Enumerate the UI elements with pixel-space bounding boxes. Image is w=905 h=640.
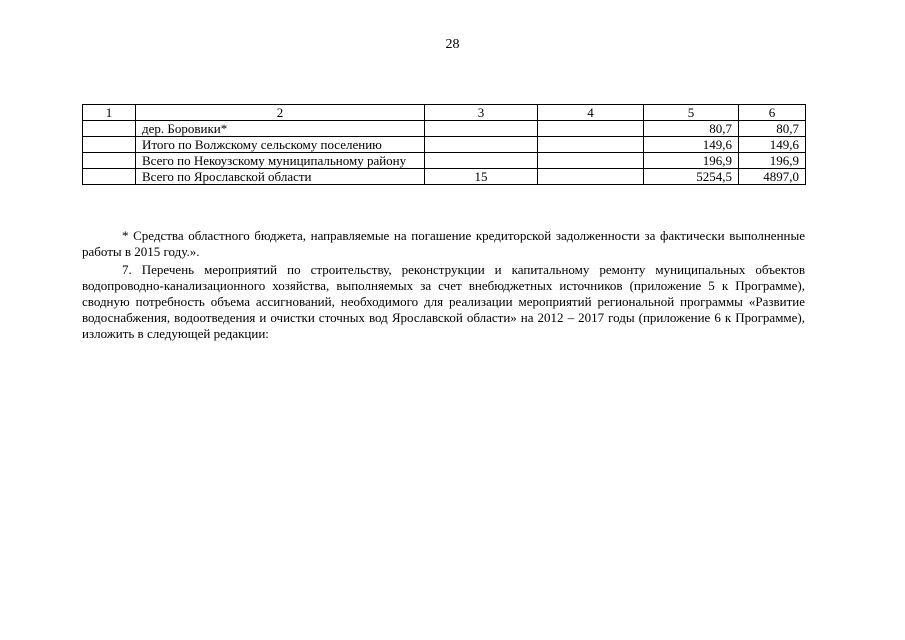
data-table [82,104,806,185]
table-cell [83,137,136,153]
table-cell-name: Всего по Некоузскому муниципальному району [136,153,425,169]
page-number: 28 [445,37,460,52]
paragraph-text: 7. Перечень мероприятий по строительству, реконструкции и капитальному ремонту муниципальных объектов водопроводно-канализационного хозяйства, выполняемых за счет внебюджетных источников (приложение 5 к Программе), сводную потребность объема ассигнований, необходимого для реализации мероприятий региональной программы «Развитие водоснабжения, водоотведения и очистки сточных вод Ярославской области» на 2012 – 2017 годы (приложение 6 к Программе), изложить в следующей редакции: [82,262,805,341]
table-cell [83,169,136,185]
table-cell: 15 [425,169,538,185]
table-header-row [83,105,806,121]
table-cell-value: 4897,0 [739,169,806,185]
table-cell-value: 149,6 [644,137,739,153]
table-cell-value: 80,7 [644,121,739,137]
column-header-2: 2 [136,105,425,121]
table-cell-name: дер. Боровики* [136,121,425,137]
table-row [83,121,806,137]
table-row [83,137,806,153]
column-header-3: 3 [425,105,538,121]
table-cell [538,169,644,185]
table-cell [425,153,538,169]
footnote-text: * Средства областного бюджета, направляемые на погашение кредиторской задолженности за фактически выполненные работы в 2015 году.». [82,228,805,259]
paragraph-item-7 [82,262,805,342]
table-row [83,153,806,169]
table-cell [538,153,644,169]
table-cell [83,153,136,169]
column-header-1: 1 [83,105,136,121]
table-cell-name: Всего по Ярославской области [136,169,425,185]
table-cell [425,121,538,137]
footnote [82,228,805,260]
table-cell-value: 196,9 [739,153,806,169]
column-header-4: 4 [538,105,644,121]
table-cell-value: 5254,5 [644,169,739,185]
table-cell [425,137,538,153]
column-header-6: 6 [739,105,806,121]
table-cell-name: Итого по Волжскому сельскому поселению [136,137,425,153]
table-cell-value: 196,9 [644,153,739,169]
table-cell [538,137,644,153]
table-cell-value: 149,6 [739,137,806,153]
table-cell [83,121,136,137]
table-cell [538,121,644,137]
table-row [83,169,806,185]
table-cell-value: 80,7 [739,121,806,137]
column-header-5: 5 [644,105,739,121]
